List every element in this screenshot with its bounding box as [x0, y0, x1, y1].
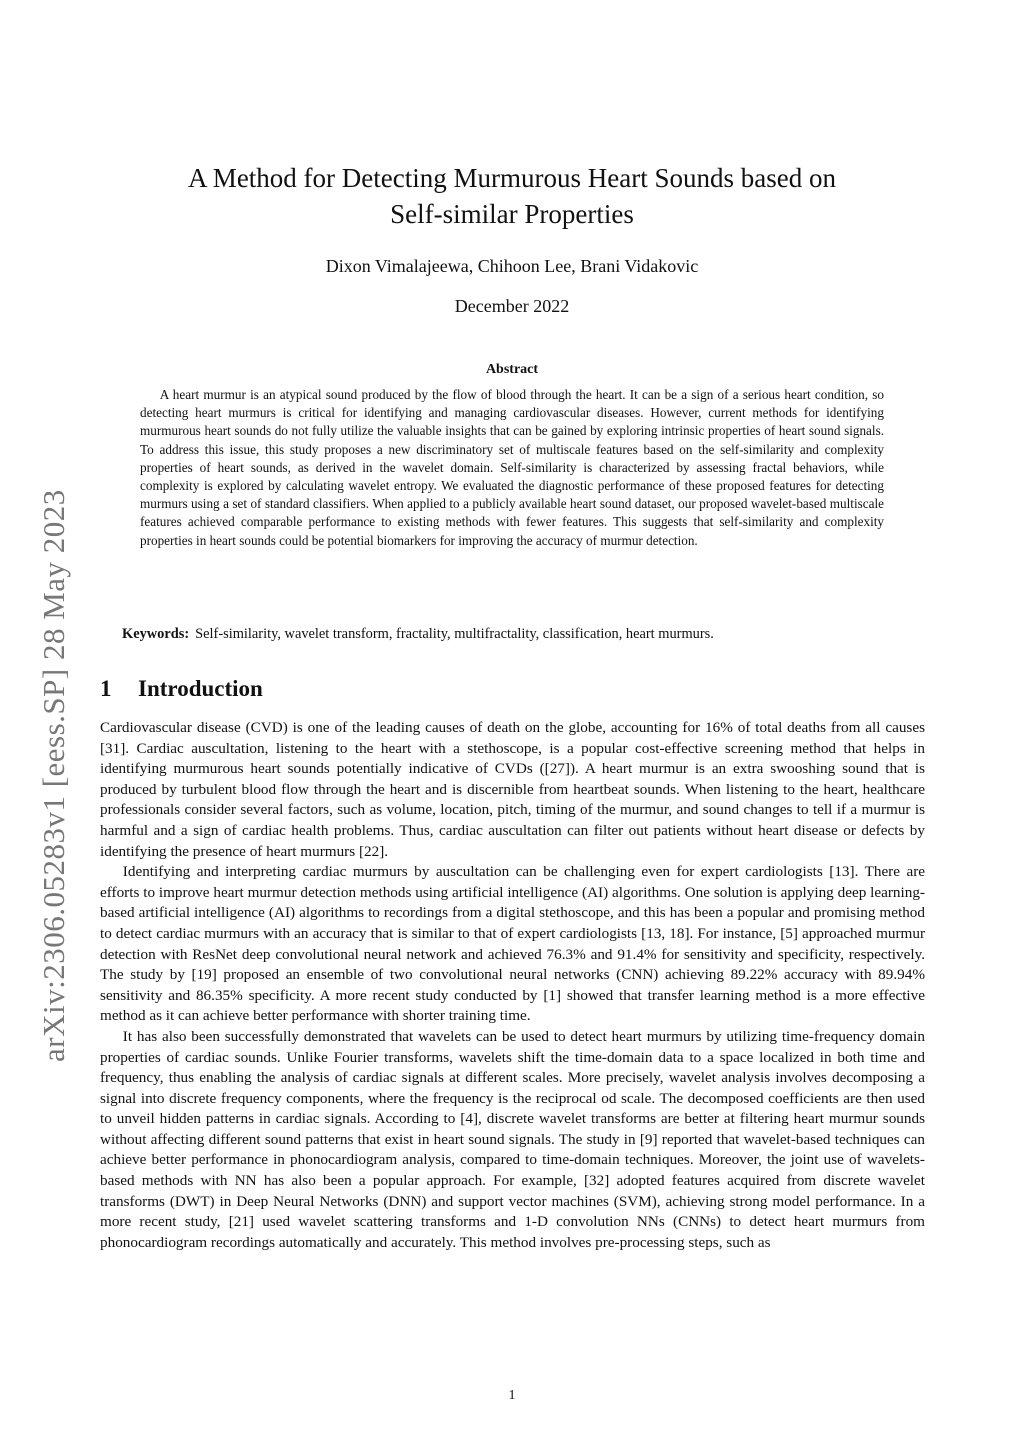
section-number: 1 [100, 676, 112, 701]
paper-title [100, 160, 924, 232]
abstract-text: A heart murmur is an atypical sound produced by the flow of blood through the heart. It can be a sign of a serious heart condition, so detecting heart murmurs is critical for identifying and managing cardiovascular diseases. However, current methods for identifying murmurous heart sounds do not fully utilize the valuable insights that can be gained by exploring intrinsic properties of heart sound signals. To address this issue, this study proposes a new discriminatory set of multiscale features based on the self-similarity and complexity properties of heart sounds, as derived in the wavelet domain. Self-similarity is characterized by assessing fractal behaviors, while complexity is explored by calculating wavelet entropy. We evaluated the diagnostic performance of these proposed features for detecting murmurs using a set of standard classifiers. When applied to a publicly available heart sound dataset, our proposed wavelet-based multiscale features achieved comparable performance to existing methods with fewer features. This suggests that self-similarity and complexity properties in heart sounds could be potential biomarkers for improving the accuracy of murmur detection. [140, 387, 884, 548]
section-title: Introduction [138, 676, 263, 701]
keywords-text: Self-similarity, wavelet transform, fractality, multifractality, classification, heart murmurs. [195, 626, 714, 642]
body-paragraph: Identifying and interpreting cardiac murmurs by auscultation can be challenging even for expert cardiologists [13]. There are efforts to improve heart murmur detection methods using artificial intelligence (AI) algorithms. One solution is applying deep learning-based artificial intelligence (AI) algorithms to recordings from a digital stethoscope, and this has been a popular and promising method to detect cardiac murmurs with an accuracy that is similar to that of expert cardiologists [13, 18]. For instance, [5] approached murmur detection with ResNet deep convolutional neural network and achieved 76.3% and 91.4% for sensitivity and specificity, respectively. The study by [19] proposed an ensemble of two convolutional neural networks (CNN) achieving 89.22% accuracy with 89.94% sensitivity and 86.35% specificity. A more recent study conducted by [1] showed that transfer learning method is a more effective method as it can achieve better performance with shorter training time. [100, 863, 925, 1025]
abstract-heading: Abstract [485, 362, 539, 377]
publication-date: December 2022 [454, 296, 570, 316]
body-paragraph: Cardiovascular disease (CVD) is one of the leading causes of death on the globe, accounting for 16% of total deaths from all causes [31]. Cardiac auscultation, listening to the heart with a stethoscope, is a popular cost-effective screening method that helps in identifying murmurous heart sounds potentially indicative of CVDs ([27]). A heart murmur is an extra swooshing sound that is produced by turbulent blood flow through the heart and is discernible from heartbeat sounds. When listening to the heart, healthcare professionals consider several factors, such as volume, location, pitch, timing of the murmur, and sound changes to tell if a murmur is harmful and a sign of cardiac health problems. Thus, cardiac auscultation can filter out patients without heart disease or defects by identifying the presence of heart murmurs [22]. [100, 719, 925, 860]
keywords-line [122, 626, 912, 643]
page-number: 1 [508, 1388, 516, 1403]
title-line-2: Self-similar Properties [390, 199, 634, 229]
title-line-1: A Method for Detecting Murmurous Heart Sounds based on [188, 163, 836, 193]
arxiv-identifier: arXiv:2306.05283v1 [eess.SP] 28 May 2023 [36, 489, 71, 1062]
body-paragraph: It has also been successfully demonstrated that wavelets can be used to detect heart murmurs by utilizing time-frequency domain properties of cardiac sounds. Unlike Fourier transforms, wavelets shift the time-domain data to a space localized in both time and frequency, thus enabling the analysis of cardiac signals at different scales. More precisely, wavelet analysis involves decomposing a signal into discrete frequency components, where the frequency is the reciprocal od scale. The decomposed coefficients are then used to unveil hidden patterns in cardiac signals. According to [4], discrete wavelet transforms are better at filtering heart murmur sounds without affecting different sound patterns that exist in heart sound signals. The study in [9] reported that wavelet-based techniques can achieve better performance in phonocardiogram analysis, compared to time-domain techniques. Moreover, the joint use of wavelets-based methods with NN has also been a popular approach. For example, [32] adopted features acquired from discrete wavelet transforms (DWT) in Deep Neural Networks (DNN) and support vector machines (SVM), achieving strong model performance. In a more recent study, [21] used wavelet scattering transforms and 1-D convolution NNs (CNNs) to detect heart murmurs from phonocardiogram recordings automatically and accurately. This method involves pre-processing steps, such as [100, 1027, 925, 1251]
author-list: Dixon Vimalajeewa, Chihoon Lee, Brani Vidakovic [325, 256, 699, 276]
section-heading [100, 676, 263, 702]
keywords-label: Keywords: [122, 626, 190, 642]
section-body [100, 718, 925, 1253]
